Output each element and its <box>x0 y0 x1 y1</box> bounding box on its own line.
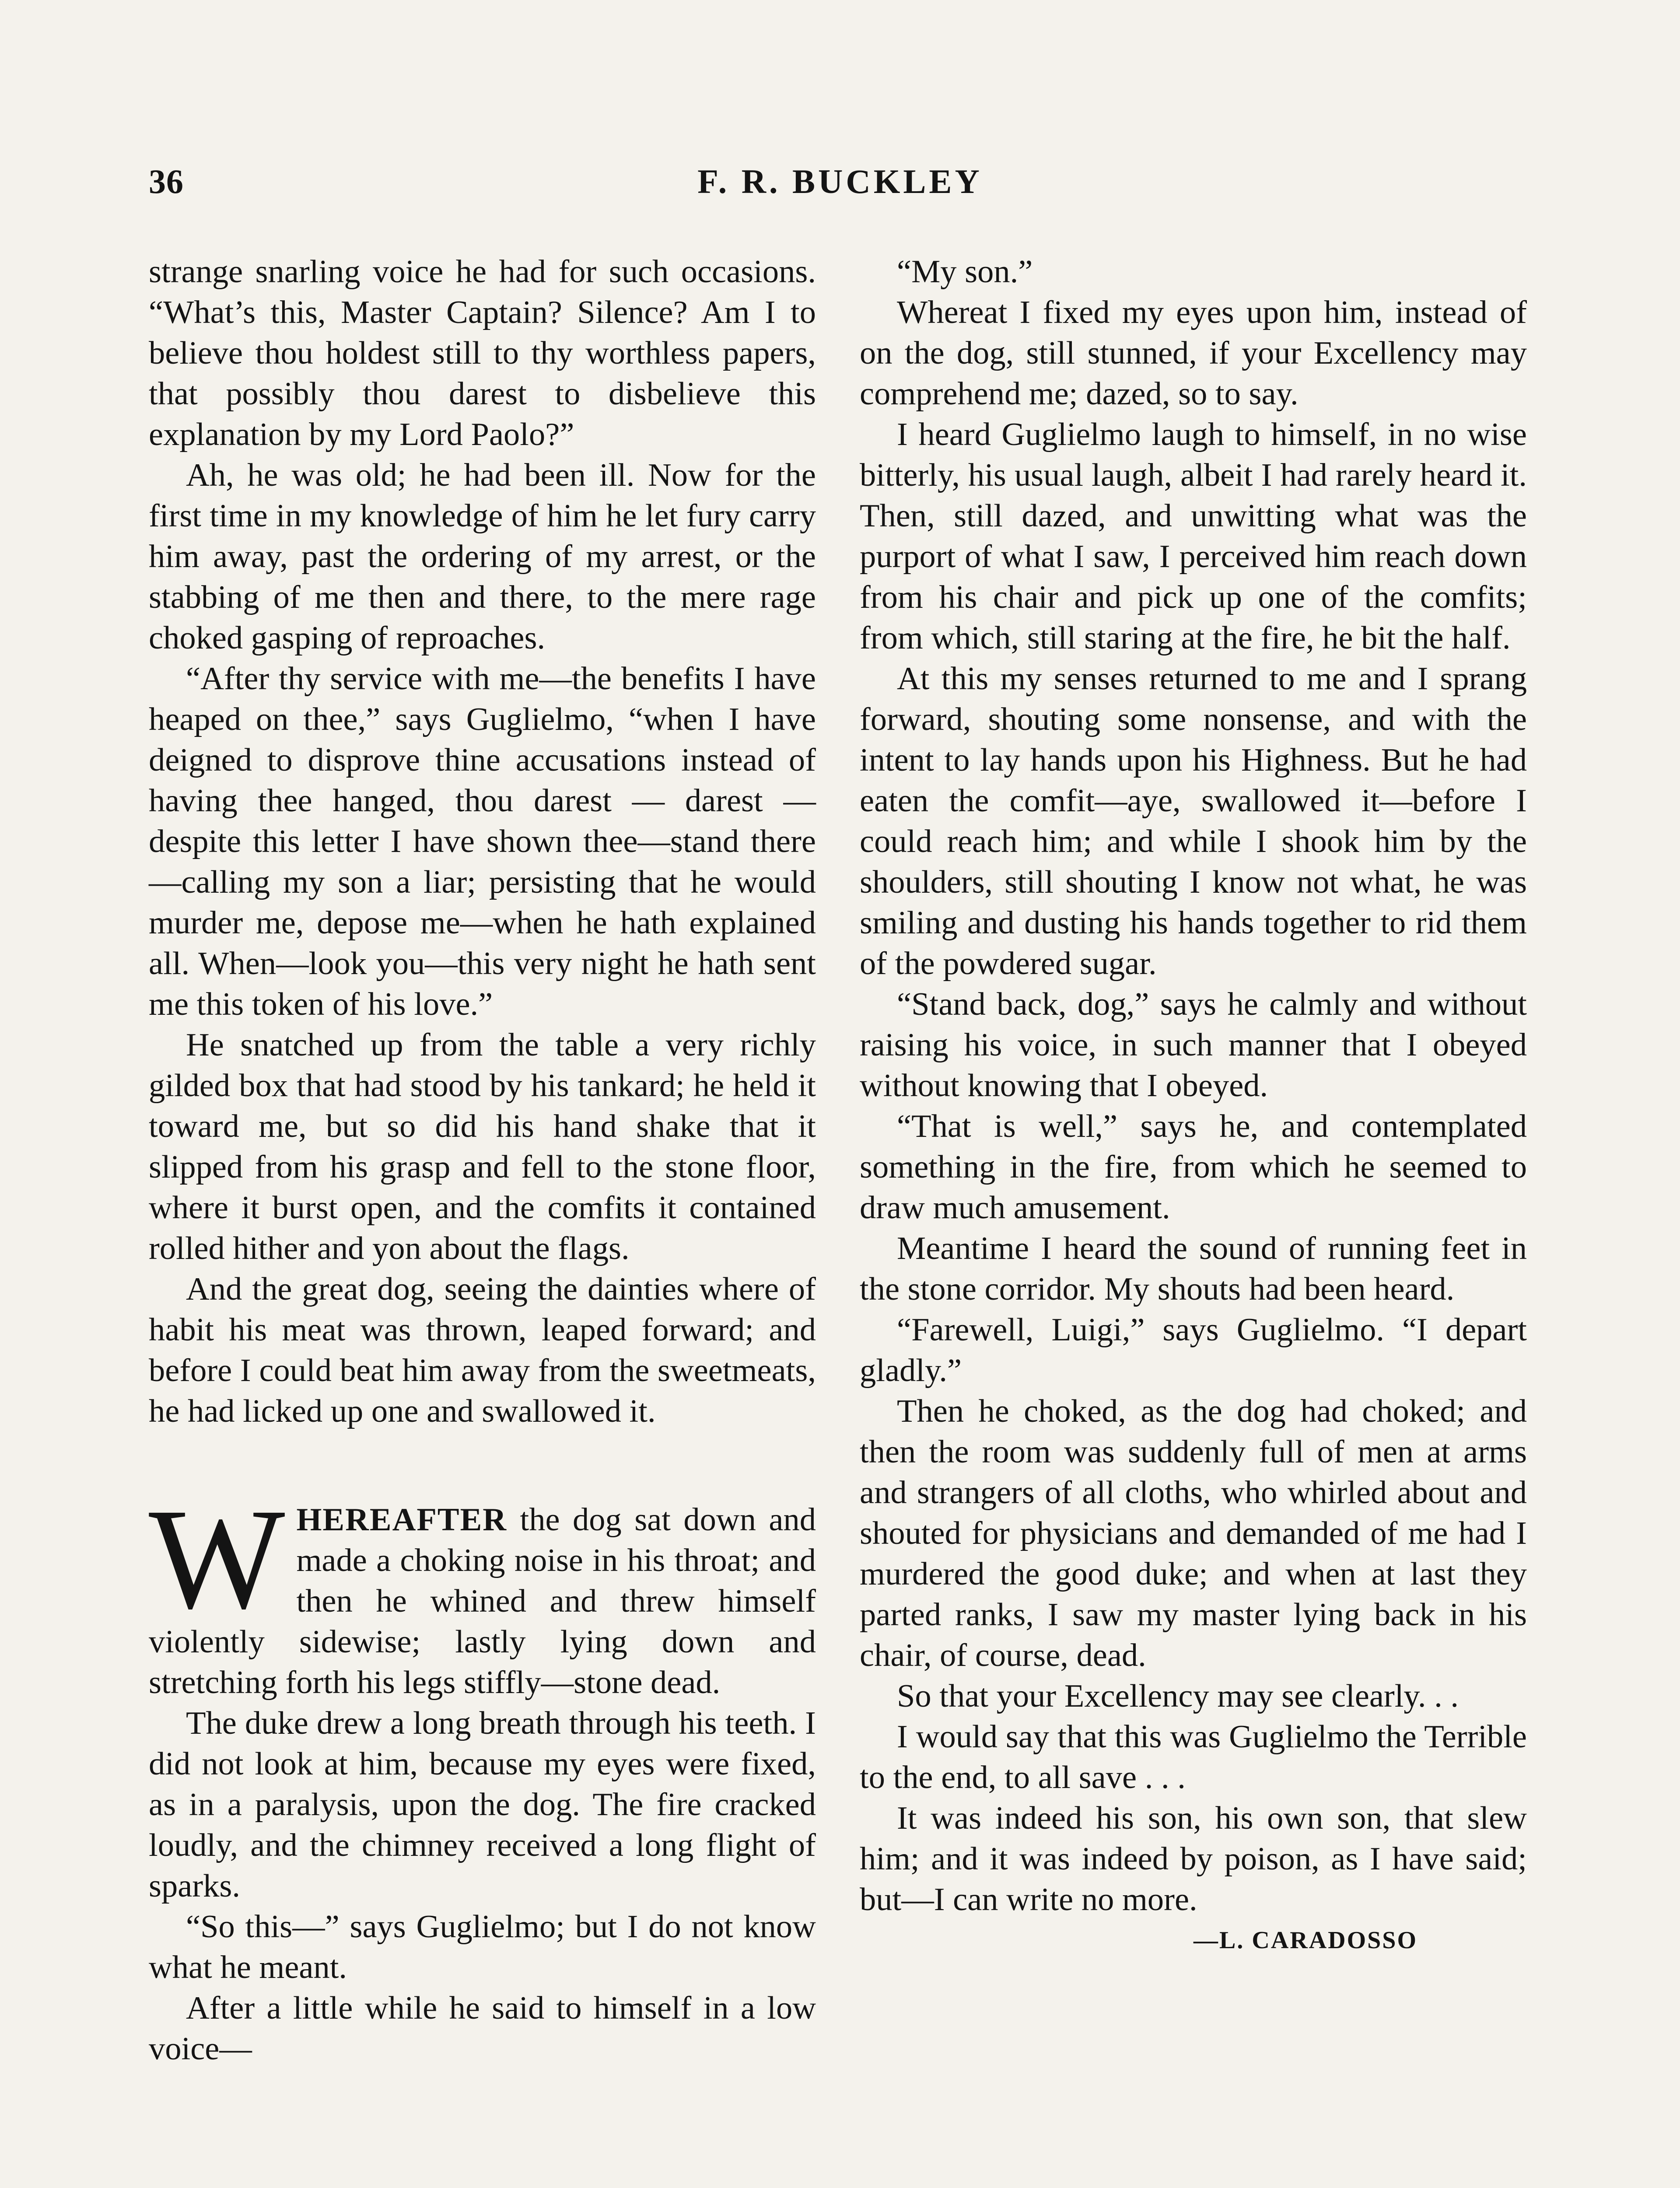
left-column <box>149 252 816 2069</box>
paragraph: I would say that this was Guglielmo the Terrible to the end, to all save . . . <box>860 1719 1527 1795</box>
paragraph: “Stand back, dog,” says he calmly and without raising his voice, in such manner that I obeyed without knowing that I obeyed. <box>860 986 1527 1104</box>
running-head-author: F. R. BUCKLEY <box>697 162 983 200</box>
paragraph: “That is well,” says he, and contemplated something in the fire, from which he seemed to draw much amusement. <box>860 1108 1527 1226</box>
paragraph: And the great dog, seeing the dainties where of habit his meat was thrown, leaped forward; and before I could beat him away from the sweetmeats, he had licked up one and swallowed it. <box>149 1271 816 1429</box>
paragraph: So that your Excellency may see clearly. . . <box>897 1678 1459 1714</box>
section-opening-paragraph <box>149 1479 816 1703</box>
paragraph: “After thy service with me—the benefits I have heaped on thee,” says Guglielmo, “when I have deigned to disprove thine accusations instead of having thee hanged, thou darest — darest — despite this letter I have shown thee—stand there—calling my son a liar; persisting that he would murder me, depose me—when he hath explained all. When—look you—this very night he hath sent me this token of his love.” <box>149 661 816 1022</box>
paragraph: “So this—” says Guglielmo; but I do not know what he meant. <box>149 1909 816 1985</box>
author-signature: —L. CARADOSSO <box>1194 1927 1418 1954</box>
paragraph: “Farewell, Luigi,” says Guglielmo. “I depart gladly.” <box>860 1312 1527 1389</box>
paragraph: After a little while he said to himself in a low voice— <box>149 1990 816 2067</box>
page-number: 36 <box>149 162 184 200</box>
right-column <box>860 252 1527 1961</box>
paragraph: strange snarling voice he had for such occasions. “What’s this, Master Captain? Silence? Am I to believe thou holdest still to thy worthless papers, that possibly thou darest to disbelieve this explanation by my Lord Paolo?” <box>149 254 816 452</box>
paragraph: Then he choked, as the dog had choked; and then the room was suddenly full of men at arms and strangers of all cloths, who whirled about and shouted for physicians and demanded of me had I murdered the good duke; and when at last they parted ranks, I saw my master lying back in his chair, of course, dead. <box>860 1393 1527 1673</box>
paragraph: It was indeed his son, his own son, that slew him; and it was indeed by poison, as I have said; but—I can write no more. <box>860 1800 1527 1918</box>
paragraph-text: the dog sat down and made a choking noise in his throat; and then he whined and threw himself violently sidewise; lastly lying down and stretching forth his legs stiffly—stone dead. <box>149 1502 816 1701</box>
paragraph: The duke drew a long breath through his teeth. I did not look at him, because my eyes were fixed, as in a paralysis, upon the dog. The fire cracked loudly, and the chimney received a long flight of sparks. <box>149 1705 816 1904</box>
paragraph: Ah, he was old; he had been ill. Now for the first time in my knowledge of him he let fury carry him away, past the ordering of my arrest, or the stabbing of me then and there, to the mere rage choked gasping of reproaches. <box>149 457 816 656</box>
paragraph: I heard Guglielmo laugh to himself, in no wise bitterly, his usual laugh, albeit I had rarely heard it. Then, still dazed, and unwitting what was the purport of what I saw, I perceived him reach down from his chair and pick up one of the comfits; from which, still staring at the fire, he bit the half. <box>860 417 1527 656</box>
paragraph: Whereat I fixed my eyes upon him, instead of on the dog, still stunned, if your Excellency may comprehend me; dazed, so to say. <box>860 295 1527 412</box>
page-header <box>149 162 1531 210</box>
drop-cap: W <box>149 1479 285 1639</box>
paragraph: “My son.” <box>897 254 1033 290</box>
paragraph: He snatched up from the table a very richly gilded box that had stood by his tankard; he held it toward me, but so did his hand shake that it slipped from his grasp and fell to the stone floor, where it burst open, and the comfits it contained rolled hither and yon about the flags. <box>149 1027 816 1266</box>
paragraph: At this my senses returned to me and I sprang forward, shouting some nonsense, and with the intent to lay hands upon his Highness. But he had eaten the comfit—aye, swallowed it—before I could reach him; and while I shook him by the shoulders, still shouting I know not what, he was smiling and dusting his hands together to rid them of the powdered sugar. <box>860 661 1527 982</box>
lead-in-word: HEREAFTER <box>296 1502 508 1538</box>
paragraph: Meantime I heard the sound of running feet in the stone corridor. My shouts had been heard. <box>860 1231 1527 1307</box>
